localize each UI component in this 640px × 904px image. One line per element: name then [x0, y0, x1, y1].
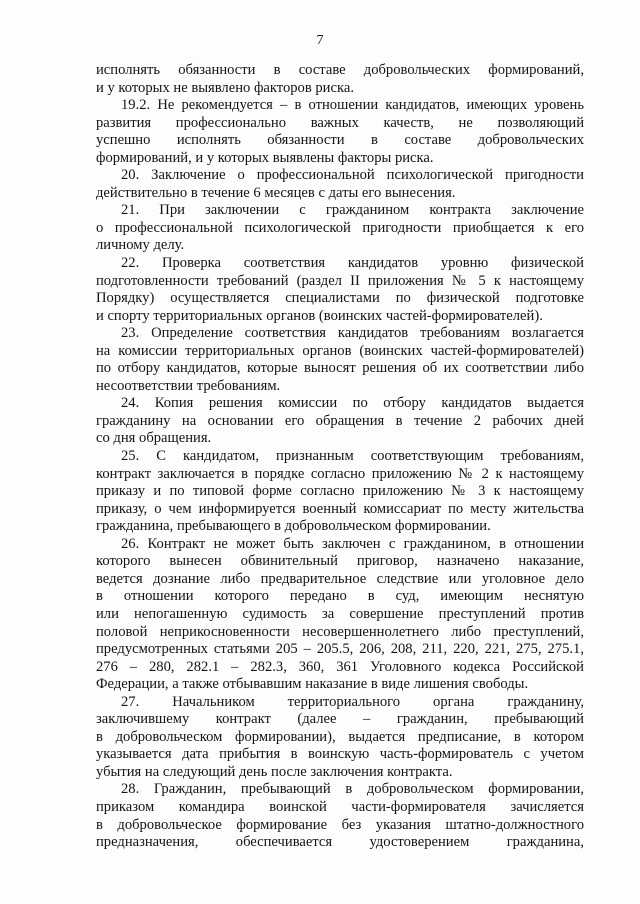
text-line: подготовленности требований (раздел II приложения № 5 к настоящему: [96, 272, 584, 289]
text-line: предназначения, обеспечивается удостоверением гражданина,: [96, 834, 584, 851]
text-line: исполнять обязанности в составе добровольческих формирований,: [96, 62, 584, 78]
text-line: которого вынесен обвинительный приговор, назначено наказание,: [96, 553, 584, 570]
text-line: приказу, о чем информируется военный комиссариат по месту жительства: [96, 500, 584, 517]
page-number: 7: [316, 33, 324, 48]
text-line: гражданина, пребывающего в добровольческом формировании.: [96, 518, 491, 535]
text-line: ведется дознание либо предварительное следствие или уголовное дело: [96, 570, 584, 587]
text-line: контракт заключается в порядке согласно приложению № 2 к настоящему: [96, 465, 584, 482]
text-line: в добровольческое формирование без указания штатно-должностного: [96, 816, 584, 833]
text-line: 26. Контракт не может быть заключен с гражданином, в отношении: [121, 535, 584, 552]
document-body: [96, 62, 584, 852]
text-line: указывается дата прибытия в воинскую часть-формирователь с учетом: [96, 746, 584, 763]
text-line: приказом командира воинской части-формирователя зачисляется: [96, 798, 584, 815]
paragraph-25: [96, 448, 584, 536]
paragraph-24: [96, 395, 584, 448]
text-line: убытия на следующий день после заключения контракта.: [96, 763, 453, 780]
text-line: заключившему контракт (далее – гражданин, пребывающий: [96, 711, 584, 728]
paragraph-19-2: [96, 97, 584, 167]
text-line: несоответствии требованиям.: [96, 377, 281, 394]
paragraph-27: [96, 694, 584, 782]
text-line: 19.2. Не рекомендуется – в отношении кандидатов, имеющих уровень: [121, 97, 584, 114]
text-line: Федерации, а также отбывавшим наказание в виде лишения свободы.: [96, 676, 529, 693]
text-line: личному делу.: [96, 237, 185, 254]
paragraph-20: [96, 167, 584, 202]
text-line: 25. С кандидатом, признанным соответствующим требованиям,: [121, 448, 584, 465]
text-line: 24. Копия решения комиссии по отбору кандидатов выдается: [121, 395, 584, 412]
text-line: формирований, и у которых выявлены факторы риска.: [96, 149, 434, 166]
text-line: предусмотренных статьями 205 – 205.5, 206, 208, 211, 220, 221, 275, 275.1,: [96, 641, 584, 658]
text-line: 21. При заключении с гражданином контракта заключение: [121, 202, 584, 219]
text-line: гражданину на основании его обращения в течение 2 рабочих дней: [96, 412, 584, 429]
text-line: в отношении которого передано в суд, имеющим неснятую: [96, 588, 584, 605]
text-line: развития профессионально важных качеств, не позволяющий: [96, 114, 584, 131]
text-line: 27. Начальником территориального органа гражданину,: [121, 693, 584, 710]
text-line: 20. Заключение о профессиональной психологической пригодности: [121, 167, 584, 184]
text-line: и спорту территориальных органов (воинских частей-формирователей).: [96, 307, 543, 324]
text-line: по отбору кандидатов, которые выносят решения об их соответствии либо: [96, 360, 584, 377]
paragraph-28: [96, 781, 584, 851]
text-line: успешно исполнять обязанности в составе добровольческих: [96, 132, 584, 149]
text-line: половой неприкосновенности несовершеннолетнего либо преступлений,: [96, 623, 584, 640]
paragraph-22: [96, 255, 584, 325]
text-line: 23. Определение соответствия кандидатов требованиям возлагается: [121, 325, 584, 342]
text-line: приказу и по типовой форме согласно приложению № 3 к настоящему: [96, 483, 584, 500]
text-line: со дня обращения.: [96, 430, 212, 447]
text-line: или непогашенную судимость за совершение преступлений против: [96, 605, 584, 622]
paragraph-26: [96, 536, 584, 694]
text-line: 276 – 280, 282.1 – 282.3, 360, 361 Уголовного кодекса Российской: [96, 658, 584, 675]
text-line: действительно в течение 6 месяцев с даты его вынесения.: [96, 184, 456, 201]
text-line: на комиссии территориальных органов (воинских частей-формирователей): [96, 342, 584, 359]
text-line: 28. Гражданин, пребывающий в добровольческом формировании,: [121, 781, 584, 798]
text-line: 22. Проверка соответствия кандидатов уровню физической: [121, 255, 584, 272]
paragraph-21: [96, 202, 584, 255]
text-line: Порядку) осуществляется специалистами по физической подготовке: [96, 290, 584, 307]
text-line: и у которых не выявлено факторов риска.: [96, 79, 354, 96]
paragraph-19-1-continuation: [96, 62, 584, 97]
text-line: в добровольческом формировании), выдается предписание, в котором: [96, 728, 584, 745]
text-line: о профессиональной психологической пригодности приобщается к его: [96, 219, 584, 236]
paragraph-23: [96, 325, 584, 395]
